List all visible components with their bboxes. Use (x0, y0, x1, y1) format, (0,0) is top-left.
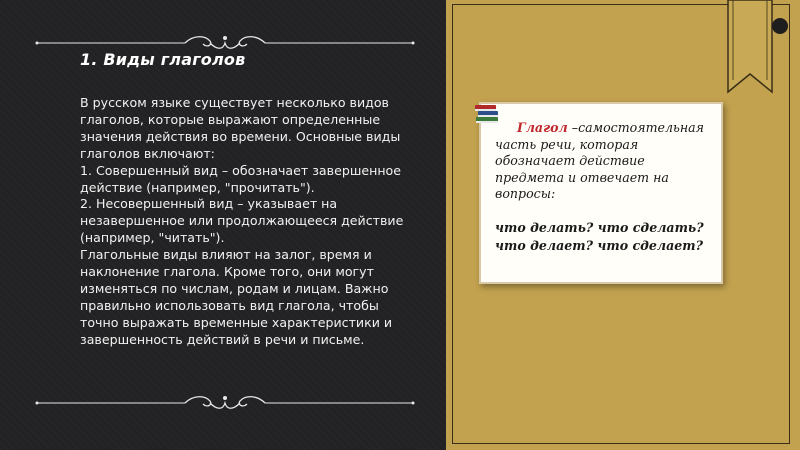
body-line: 2. Несовершенный вид – указывает на (80, 196, 338, 212)
body-line: изменяться по числам, родам и лицам. Важно (80, 280, 389, 296)
definition-term: Глагол (517, 120, 568, 135)
body-text (80, 95, 425, 349)
definition-body: –самостоятельная часть речи, которая обозначает действие предмета и отвечает на вопросы: (495, 120, 704, 201)
body-line: точно выражать временные характеристики и (80, 314, 393, 330)
question-block (495, 219, 713, 256)
body-line: завершенность действий в речи и письме. (80, 331, 365, 347)
books-icon (473, 102, 501, 126)
body-line: глаголов включают: (80, 145, 215, 161)
definition-text (495, 120, 713, 203)
body-line: В русском языке существует несколько видов (80, 95, 389, 110)
body-line: 1. Совершенный вид – обозначает завершенное (80, 162, 402, 178)
body-line: наклонение глагола. Кроме того, они могут (80, 264, 374, 280)
body-line: действие (например, "прочитать"). (80, 179, 315, 195)
body-line: глаголов, которые выражают определенные (80, 111, 381, 127)
definition-card (479, 102, 723, 284)
slide-title: 1. Виды глаголов (80, 50, 246, 69)
body-line: значения действия во времени. Основные виды (80, 128, 401, 144)
ornament-divider-bottom (35, 392, 415, 414)
body-line: (например, "читать"). (80, 230, 225, 246)
question-line-2: что делает? что сделает? (495, 238, 704, 253)
question-line-1: что делать? что сделать? (495, 219, 704, 235)
bookmark-ribbon-icon (720, 0, 780, 98)
body-line: Глагольные виды влияют на залог, время и (80, 247, 372, 263)
corner-circle (772, 18, 788, 34)
definition-card-content (495, 120, 713, 256)
body-line: незавершенное или продолжающееся действие (80, 213, 404, 229)
body-line: правильно использовать вид глагола, чтобы (80, 297, 379, 313)
